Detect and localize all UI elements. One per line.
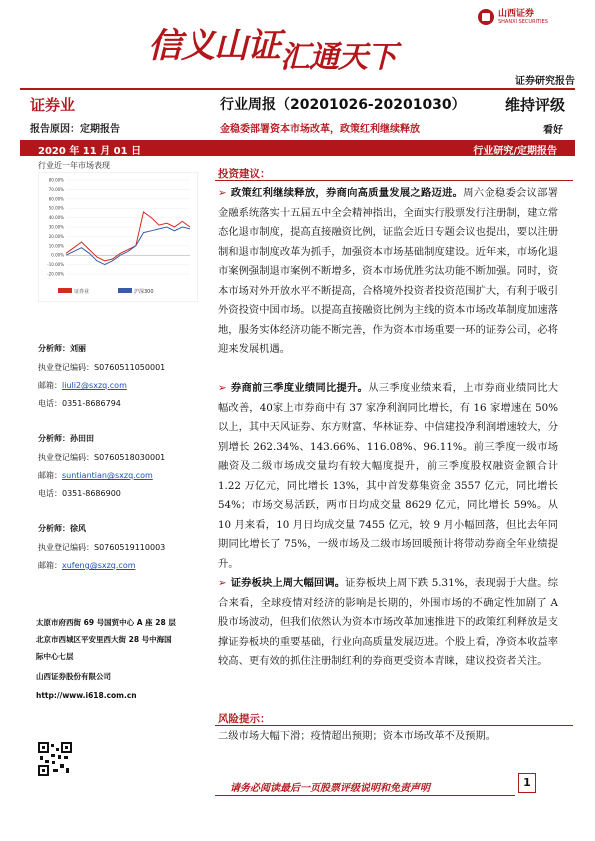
email-label: 邮箱： <box>38 471 62 480</box>
y-tick-label: 20.00% <box>48 233 64 239</box>
y-tick-label: 40.00% <box>48 215 64 221</box>
chart-svg <box>38 172 198 302</box>
bullet-arrow-icon: ➢ <box>218 187 227 199</box>
risk-rule <box>215 725 573 726</box>
footer-rule <box>215 795 515 796</box>
risk-heading: 风险提示： <box>218 713 271 725</box>
email-label: 邮箱： <box>38 561 62 570</box>
address-line: 太原市府西街 69 号国贸中心 A 座 28 层 <box>36 618 176 627</box>
header-rule <box>20 88 575 90</box>
y-tick-label: 80.00% <box>48 177 64 183</box>
analyst-name: 分析师：刘丽 <box>38 344 86 353</box>
y-tick-label: 70.00% <box>48 186 64 192</box>
logo-sub: SHANXI SECURITIES <box>498 18 548 25</box>
logo-mark-icon <box>478 9 494 25</box>
date-bar <box>20 140 575 156</box>
analyst-name: 分析师：徐风 <box>38 524 86 533</box>
analyst-phone: 电话：0351-8686900 <box>38 489 121 498</box>
advice-rule <box>215 180 573 181</box>
slogan-part1: 信义山证 <box>148 26 280 66</box>
rating: 维持评级 <box>504 96 565 114</box>
legend-label-hs300: 沪深300 <box>134 289 154 295</box>
advice-paragraph-3 <box>218 574 558 672</box>
brand-slogan <box>148 18 396 75</box>
y-tick-label: 30.00% <box>48 224 64 230</box>
industry-name: 证券业 <box>30 96 76 114</box>
analyst-email-link[interactable]: suntiantian@sxzq.com <box>62 471 153 480</box>
analyst-email-link[interactable]: xufeng@sxzq.com <box>62 561 136 570</box>
chart-title: 行业近一年市场表现 <box>38 161 110 170</box>
bullet-arrow-icon: ➢ <box>218 577 227 589</box>
report-subtitle: 金稳委部署资本市场改革，政策红利继续释放 <box>220 124 420 135</box>
analyst-email-row <box>38 560 136 571</box>
address-line: 际中心七层 <box>36 652 74 661</box>
company-website[interactable]: http://www.i618.com.cn <box>36 691 137 700</box>
qr-code-icon <box>38 742 72 776</box>
y-tick-label: -10.00% <box>47 262 64 268</box>
y-tick-label: -20.00% <box>47 271 64 277</box>
risk-text: 二级市场大幅下滑；疫情超出预期；资本市场改革不及预期。 <box>218 730 497 742</box>
report-date: 2020 年 11 月 01 日 <box>38 146 142 157</box>
company-logo <box>478 6 588 28</box>
logo-name: 山西证券 <box>498 8 535 19</box>
footer-notice: 请务必阅读最后一页股票评级说明和免责声明 <box>230 783 430 794</box>
paragraph-lead: 政策红利继续释放，券商向高质量发展之路迈进。 <box>230 187 464 199</box>
y-tick-label: 10.00% <box>48 243 64 249</box>
bullet-arrow-icon: ➢ <box>218 382 227 394</box>
y-tick-label: 60.00% <box>48 196 64 202</box>
analyst-cert: 执业登记编码：S0760518030001 <box>38 453 166 462</box>
market-performance-chart <box>38 172 198 302</box>
paragraph-body: 从三季度业绩来看，上市券商业绩同比大幅改善，40家上市券商中有 37 家净利润同比增长，有 16 家增速在 50%以上，其中天风证券、东方财富、华林证券、中信建投净利润增速较大，分别增长 262.34%、143.66%、116.08%、96.11%。前三季度一级市场融资及二级市场成交量均有较大幅度提升，前三季度股权融资金额合计 1.22 万亿元，同比增长 13%，其中首发募集资金 3557 亿元，同比增长 54%；市场交易活跃，两市日均成交量 8629 亿元，同比增长 59%。从 10 月来看，10 月日均成交量 7455 亿元，较 9 月小幅回落，但比去年同期同比增长了 75%，一级市场及二级市场回暖预计将带动券商全年业绩提升。 <box>218 382 559 570</box>
analyst-cert: 执业登记编码：S0760519110003 <box>38 543 166 552</box>
report-category: 行业研究/定期报告 <box>473 146 557 157</box>
legend-swatch-securities <box>58 288 72 293</box>
paragraph-body: 周六金稳委会议部署金融系统落实十五届五中全会精神指出，全面实行股票发行注册制，建立常态化退市制度，提高直接融资比例，证监会近日专题会议也提出，要以注册制和退市制度改革为抓手，加强资本市场基础制度建设。近年来，市场化退市案例强制退市案例不断增多，资本市场优胜劣汰功能不断加强。同时，资本市场对外开放水平不断提高，合格境外投资者投资范围扩大，有利于吸引外资投资中国市场。以提高直接融资比例为主线的资本市场改革制度加速落地，服务实体经济功能不断完善，作为资本市场重要一环的证券公司，必将迎来发展机遇。 <box>218 187 559 355</box>
analyst-phone: 电话：0351-8686794 <box>38 399 121 408</box>
advice-paragraph-2 <box>218 379 558 574</box>
legend-swatch-hs300 <box>118 288 132 293</box>
analyst-email-row <box>38 380 127 391</box>
y-tick-label: 0.00% <box>51 252 64 258</box>
legend-label-securities: 证券业 <box>74 289 90 295</box>
slogan-part2: 汇通天下 <box>280 40 396 75</box>
advice-paragraph-1 <box>218 184 558 360</box>
paragraph-lead: 券商前三季度业绩同比提升。 <box>230 382 369 394</box>
weekly-title: 行业周报（20201026-20201030） <box>220 97 466 113</box>
y-tick-label: 50.00% <box>48 205 64 211</box>
paragraph-body: 证券板块上周下跌 5.31%，表现弱于大盘。综合来看，全球疫情对经济的影响是长期的，外围市场的不确定性加剧了 A 股市场波动，但我们依然认为资本市场改革加速推进下的政策红利释放是支撑证券板块的重要基础，行业向高质量发展迈进。个股上看，净资本收益率较高、更有效的抓住注册制红利的券商更受资本青睐，建议投资者关注。 <box>218 577 559 667</box>
analyst-email-link[interactable]: liuli2@sxzq.com <box>62 381 127 390</box>
analyst-email-row <box>38 470 153 481</box>
analyst-cert: 执业登记编码：S0760511050001 <box>38 363 166 372</box>
address-line: 北京市西城区平安里西大街 28 号中海国 <box>36 635 172 644</box>
page-number: 1 <box>518 773 536 793</box>
report-type: 证券研究报告 <box>515 76 575 87</box>
analyst-name: 分析师：孙田田 <box>38 434 94 443</box>
company-name: 山西证券股份有限公司 <box>36 672 111 681</box>
paragraph-lead: 证券板块上周大幅回调。 <box>230 577 346 589</box>
advice-heading: 投资建议： <box>218 168 271 180</box>
report-reason: 报告原因：定期报告 <box>30 124 120 135</box>
email-label: 邮箱： <box>38 381 62 390</box>
view-rating: 看好 <box>543 125 563 136</box>
